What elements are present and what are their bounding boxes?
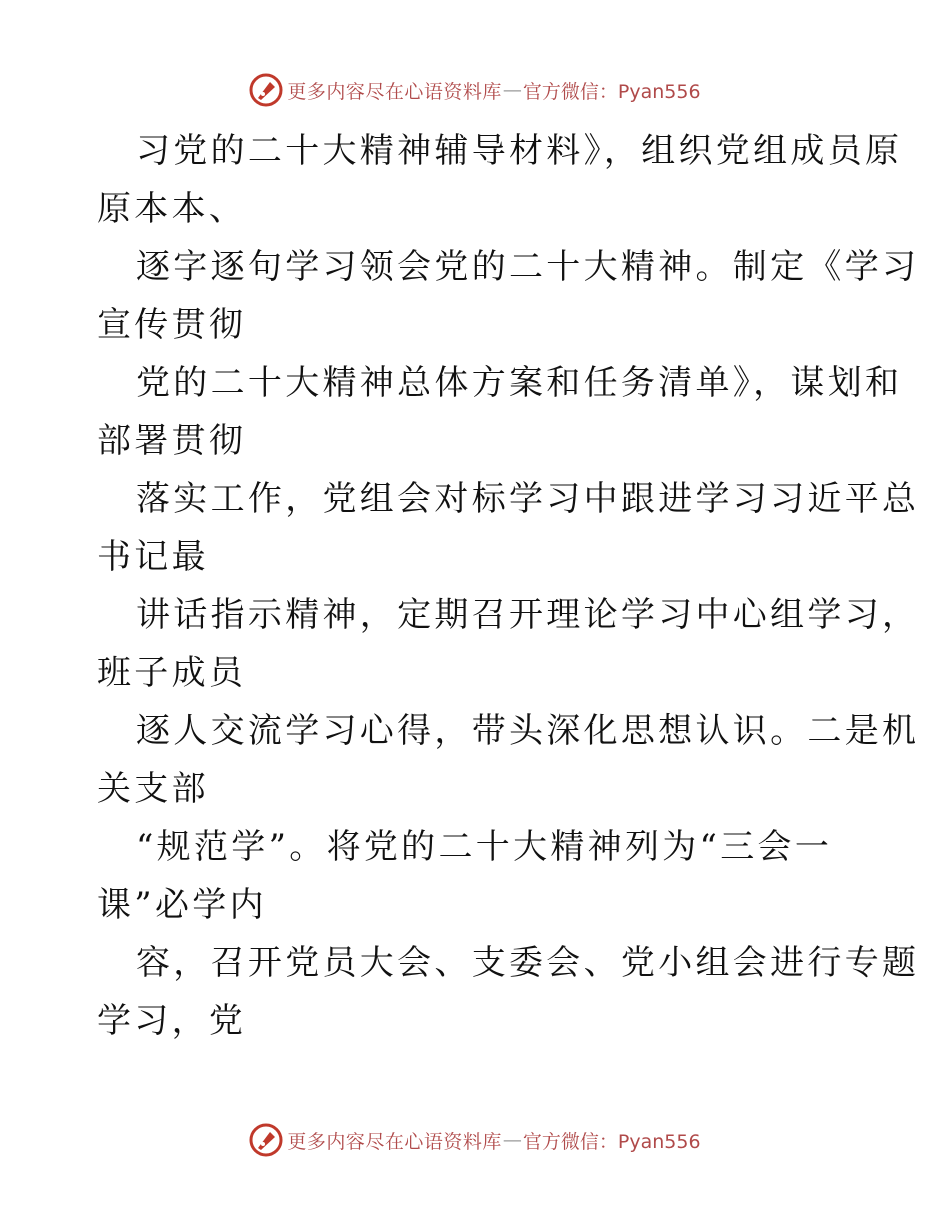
body-line: 逐人交流学习心得，带头深化思想认识。二是机 xyxy=(136,711,920,751)
banner-separator: — xyxy=(502,79,522,101)
body-line: 关支部 xyxy=(97,769,209,809)
body-line: 逐字逐句学习领会党的二十大精神。制定《学习 xyxy=(136,247,920,287)
body-line: 部署贯彻 xyxy=(97,421,247,461)
pen-nib-logo-icon xyxy=(249,73,283,107)
body-line: 习党的二十大精神辅导材料》，组织党组成员原 xyxy=(136,131,903,171)
body-line: 党的二十大精神总体方案和任务清单》，谋划和 xyxy=(136,363,903,403)
document-body xyxy=(97,122,920,1050)
body-line: 班子成员 xyxy=(97,653,247,693)
body-line: 原本本、 xyxy=(97,189,247,229)
body-line: 讲话指示精神，定期召开理论学习中心组学习， xyxy=(136,595,920,635)
body-line: 宣传贯彻 xyxy=(97,305,247,345)
banner-wechat: 官方微信：Pyan556 xyxy=(522,80,701,103)
body-line: “规范学”。将党的二十大精神列为“三会一 xyxy=(136,827,833,867)
body-line: 课”必学内 xyxy=(97,885,267,925)
banner-title: 更多内容尽在心语资料库 xyxy=(287,80,502,103)
body-line: 学习，党 xyxy=(97,1001,247,1041)
body-line: 容，召开党员大会、支委会、党小组会进行专题 xyxy=(136,943,920,983)
footer-banner xyxy=(0,1120,950,1160)
body-line: 落实工作，党组会对标学习中跟进学习习近平总 xyxy=(136,479,920,519)
banner-separator: — xyxy=(502,1129,522,1151)
body-line: 书记最 xyxy=(97,537,209,577)
banner-title: 更多内容尽在心语资料库 xyxy=(287,1130,502,1153)
banner-wechat: 官方微信：Pyan556 xyxy=(522,1130,701,1153)
pen-nib-logo-icon xyxy=(249,1123,283,1157)
header-banner xyxy=(0,70,950,110)
